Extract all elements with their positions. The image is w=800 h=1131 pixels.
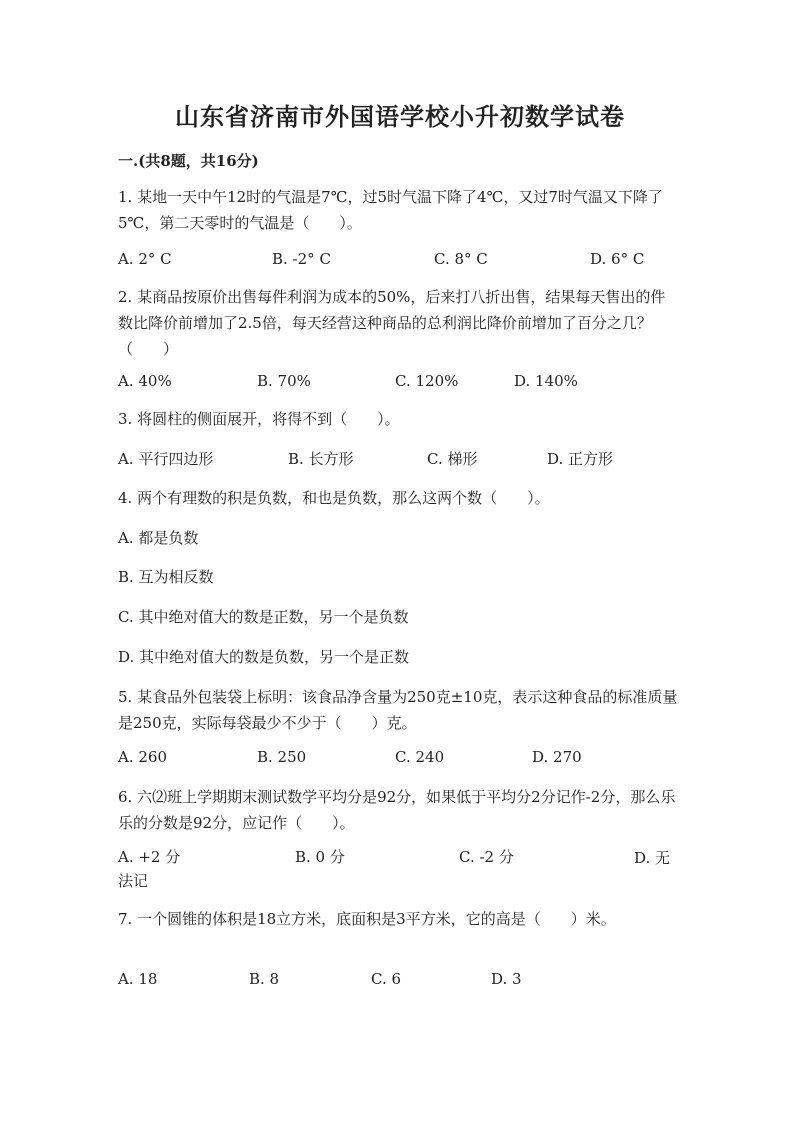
q4-option-c: C. 其中绝对值大的数是正数，另一个是负数 (118, 608, 409, 626)
q6-option-d: D. 无法记 (118, 849, 671, 890)
q4-option-a: A. 都是负数 (118, 529, 199, 547)
q2-option-c: C. 120% (395, 372, 459, 390)
question-1: 1. 某地一天中午12时的气温是7℃，过5时气温下降了4℃，又过7时气温又下降了5℃，第二天零时的气温是（ ）。 (118, 188, 663, 232)
q3-option-b: B. 长方形 (288, 450, 354, 468)
q7-option-b: B. 8 (249, 970, 280, 988)
q7-option-a: A. 18 (118, 970, 158, 988)
question-4: 4. 两个有理数的积是负数，和也是负数，那么这两个数（ ）。 (118, 489, 550, 507)
q2-option-a: A. 40% (118, 372, 172, 390)
q1-option-c: C. 8° C (434, 250, 488, 268)
question-2: 2. 某商品按原价出售每件利润为成本的50%，后来打八折出售，结果每天售出的件数比降价前增加了2.5倍，每天经营这种商品的总利润比降价前增加了百分之几？（ ） (118, 288, 666, 358)
question-7: 7. 一个圆锥的体积是18立方米，底面积是3平方米，它的高是（ ）米。 (118, 910, 616, 928)
q5-option-d: D. 270 (532, 748, 582, 766)
q2-option-b: B. 70% (257, 372, 311, 390)
q5-option-b: B. 250 (257, 748, 307, 766)
q7-option-d: D. 3 (491, 970, 522, 988)
q1-option-b: B. -2° C (272, 250, 331, 268)
q7-option-c: C. 6 (371, 970, 402, 988)
question-6: 6. 六⑵班上学期期末测试数学平均分是92分，如果低于平均分2分记作-2分，那么乐乐的分数是92分，应记作（ ）。 (118, 788, 676, 832)
q1-option-a: A. 2° C (118, 250, 172, 268)
page-title: 山东省济南市外国语学校小升初数学试卷 (175, 102, 625, 131)
q2-option-d: D. 140% (514, 372, 578, 390)
question-5: 5. 某食品外包装袋上标明：该食品净含量为250克±10克，表示这种食品的标准质量是250克，实际每袋最少不少于（ ）克。 (118, 688, 678, 732)
section-heading: 一.(共8题，共16分) (118, 152, 259, 170)
q6-option-b: B. 0 分 (295, 848, 345, 866)
q5-option-a: A. 260 (118, 748, 167, 766)
q4-option-d: D. 其中绝对值大的数是负数，另一个是正数 (118, 648, 410, 666)
q3-option-d: D. 正方形 (547, 450, 614, 468)
q6-option-a: A. +2 分 (118, 848, 181, 866)
question-3: 3. 将圆柱的侧面展开，将得不到（ ）。 (118, 410, 400, 428)
q3-option-c: C. 梯形 (427, 450, 478, 468)
q1-option-d: D. 6° C (590, 250, 645, 268)
q5-option-c: C. 240 (395, 748, 445, 766)
q4-option-b: B. 互为相反数 (118, 568, 214, 586)
q3-option-a: A. 平行四边形 (118, 450, 214, 468)
q6-option-c: C. -2 分 (459, 848, 514, 866)
